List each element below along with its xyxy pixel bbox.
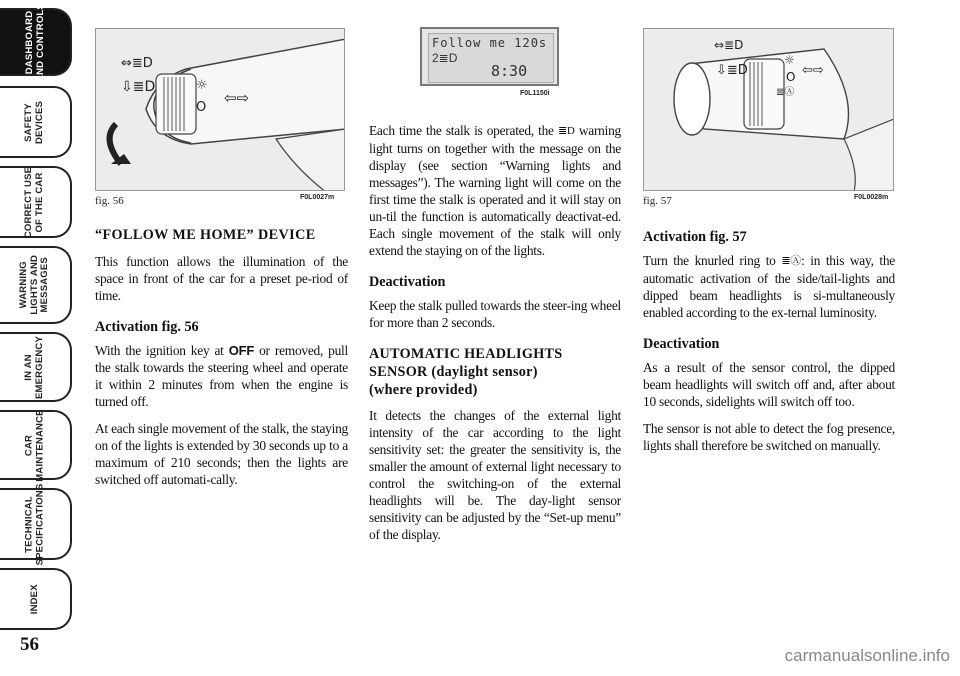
tab-label: TECHNICAL SPECIFICATIONS [23,483,46,565]
tab-label: CAR MAINTENANCE [23,408,45,482]
svg-text:O: O [786,70,796,84]
tab-car-maintenance[interactable] [0,410,72,480]
svg-text:⇔≣D: ⇔≣D [714,38,744,52]
column-2 [369,122,621,553]
svg-text:≣Ⓐ: ≣Ⓐ [776,87,795,98]
svg-text:☼: ☼ [784,53,795,67]
section-tabs [0,0,78,640]
figure-57-caption: fig. 57 [643,195,672,207]
deactivation-heading: Deactivation [369,274,446,291]
svg-text:⇩≣D: ⇩≣D [121,79,156,95]
sensor-control-paragraph: As a result of the sensor control, the dipped beam headlights will switch off and, after about 10 seconds, sidelights will switch off too. [643,360,895,410]
deactivation-heading-2: Deactivation [643,336,720,353]
column-1 [95,226,348,498]
figure-56-stalk-illustration [95,28,345,191]
tab-label: SAFETY DEVICES [23,100,45,144]
column-3 [643,226,895,464]
display-message: Follow me 120s [432,36,548,50]
follow-me-warning-light-icon: ≣D [557,125,575,138]
activation-paragraph: With the ignition key at OFF or removed, pull the stalk towards the steering wheel and operate it within 2 minutes from when the engine is turned off. [95,343,348,409]
activation-fig57-heading: Activation fig. 57 [643,229,747,245]
svg-text:☼: ☼ [196,78,208,93]
tab-label: IN AN EMERGENCY [23,335,45,399]
tab-in-an-emergency[interactable] [0,332,72,402]
page-number: 56 [20,634,39,655]
knurled-ring-paragraph: Turn the knurled ring to ≣Ⓐ: in this way, the automatic activation of the side/tail-lights and dipped beam headlights is si-multaneously enabled according to the ex-ternal luminosity. [643,253,895,321]
svg-text:⇦⇨: ⇦⇨ [802,63,824,78]
sensor-heading: AUTOMATIC HEADLIGHTS SENSOR (daylight sensor) (where provided) [369,346,563,399]
tab-label: INDEX [28,583,40,615]
off-key-label: OFF [228,343,255,358]
sensor-paragraph: It detects the changes of the external light intensity of the car according to the light sensitivity set: the greater the sensitivity is, the smaller the amount of external light necessary to control the switching-on of the external headlights will be. The day-light sensor sensitivity can be adjusted by the “Set-up menu” of the display. [369,408,621,543]
extension-paragraph: At each single movement of the stalk, the staying on of the lights is extended by 30 seconds up to a maximum of 210 seconds; then the lights are switched off automati-cally. [95,421,348,487]
tab-index[interactable] [0,568,72,630]
svg-text:⇦⇨: ⇦⇨ [224,89,250,107]
svg-text:O: O [196,100,207,115]
display-time: 8:30 [491,62,528,80]
tab-label: CORRECT USE OF THE CAR [23,166,46,238]
follow-me-home-heading: “FOLLOW ME HOME” DEVICE [95,227,316,243]
tab-dashboard-and-controls[interactable] [0,2,72,82]
figure-57-code: F0L0028m [854,194,889,201]
tab-technical-specifications[interactable] [0,483,72,565]
figure-56-caption: fig. 56 [95,195,124,207]
follow-me-icon: 2≣D [432,51,458,65]
fog-paragraph: The sensor is not able to detect the fog presence, lights shall therefore be switched on manually. [643,421,895,454]
tab-warning-lights[interactable] [0,246,72,324]
follow-me-home-intro: This function allows the illumination of the space in front of the car for a preset pe-riod of time. [95,254,348,303]
activation-fig56-heading: Activation fig. 56 [95,319,199,335]
stalk-illustration [96,29,345,191]
figure-57-stalk-illustration [643,28,894,191]
watermark: carmanualsonline.info [784,646,950,665]
tab-correct-use[interactable] [0,166,72,238]
display-screen [428,33,554,83]
tab-label: DASHBOARD AND CONTROLS [23,2,45,82]
deactivation-paragraph: Keep the stalk pulled towards the steer-ing wheel for more than 2 seconds. [369,298,621,331]
svg-text:⇔≣D: ⇔≣D [121,56,153,71]
display-code: F0L1150i [520,90,550,97]
stalk-auto-illustration [644,29,894,191]
display-figure [420,27,559,86]
warning-light-paragraph: Each time the stalk is operated, the ≣D warning light turns on together with the message on the display (see section “Warning lights and messages”). The warning light will come on the first time the stalk is operated and it will stay on un-til the function is automatically deactivat-ed. Each single movement of the stalk will only extend the staying on of the lights. [369,123,621,259]
svg-text:⇩≣D: ⇩≣D [716,63,748,78]
auto-headlight-icon: ≣Ⓐ [781,255,802,268]
tab-label: WARNING LIGHTS AND MESSAGES [18,255,51,315]
tab-safety-devices[interactable] [0,86,72,158]
figure-56-code: F0L0027m [300,194,335,201]
